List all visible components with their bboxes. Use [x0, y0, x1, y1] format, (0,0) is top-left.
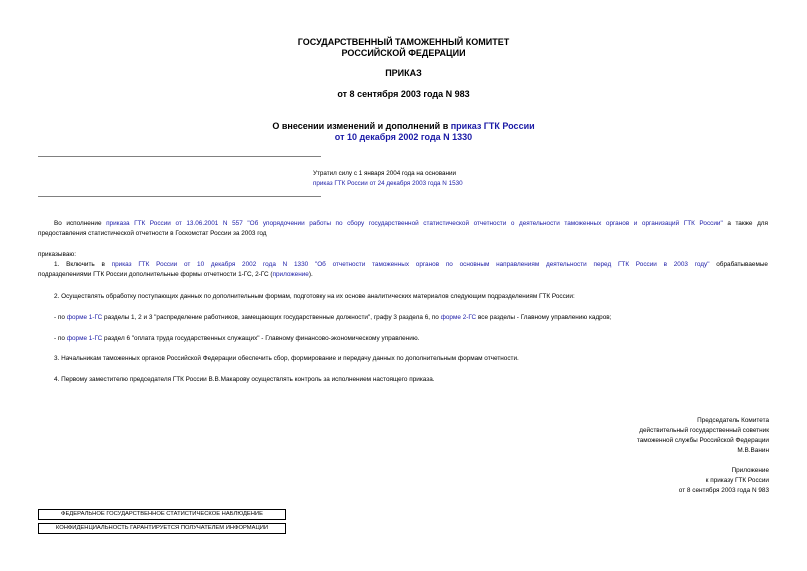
signature-name: М.В.Ванин — [737, 447, 769, 454]
doc-date: от 8 сентября 2003 года N 983 — [337, 89, 470, 99]
intro-paragraph-line2: предоставления статистической отчетности в Госкомстат России за 2003 год — [38, 230, 267, 237]
item-4: 4. Первому заместителю председателя ГТК России В.В.Макарову осуществлять контроль за исполнением настоящего приказа. — [54, 376, 435, 383]
appendix-ref: к приказу ГТК России — [705, 477, 769, 484]
appendix-link[interactable]: приложение — [272, 271, 309, 278]
confidentiality-box: КОНФИДЕНЦИАЛЬНОСТЬ ГАРАНТИРУЕТСЯ ПОЛУЧАТЕЛЕМ ИНФОРМАЦИИ — [38, 523, 286, 534]
intro-pre: Во исполнение — [54, 220, 107, 227]
intro-paragraph-line1 — [38, 219, 768, 228]
order-1330-link[interactable]: приказ ГТК России от 10 декабря 2002 года N 1330 "Об отчетности таможенных органов по основным направлениям деятельности перед ГТК России в 2003 году" — [111, 261, 710, 268]
bullet-2 — [54, 334, 768, 343]
item-3: 3. Начальникам таможенных органов Российской Федерации обеспечить сбор, формирование и передачу данных по дополнительным формам отчетности. — [54, 355, 519, 362]
intro-post: а также для — [722, 220, 768, 227]
org-name-line1: ГОСУДАРСТВЕННЫЙ ТАМОЖЕННЫЙ КОМИТЕТ — [297, 37, 510, 47]
federal-observation-box: ФЕДЕРАЛЬНОЕ ГОСУДАРСТВЕННОЕ СТАТИСТИЧЕСКОЕ НАБЛЮДЕНИЕ — [38, 509, 286, 520]
item-1-pre: 1. Включить в — [54, 261, 112, 268]
subject-order-date-link[interactable]: от 10 декабря 2002 года N 1330 — [334, 132, 473, 142]
appendix-block — [679, 466, 769, 496]
signature-rank: действительный государственный советник — [639, 427, 769, 434]
bullet-1-mid: разделы 1, 2 и 3 "распределение работников, замещающих государственные должности", графу 3 раздела 6, по — [102, 314, 441, 321]
bullet-1 — [54, 313, 768, 322]
item-1-line2 — [38, 270, 768, 279]
doc-type-title: ПРИКАЗ — [385, 68, 422, 78]
form-2gs-link[interactable]: форме 2-ГС — [440, 314, 477, 321]
bullet-2-pre: - по — [54, 335, 67, 342]
org-name-line2: РОССИЙСКОЙ ФЕДЕРАЦИИ — [341, 48, 466, 58]
bullet-1-pre: - по — [54, 314, 67, 321]
divider-top — [38, 156, 321, 157]
signature-block — [637, 416, 769, 456]
doc-subject-line1 — [0, 121, 807, 132]
appendix-title: Приложение — [731, 467, 769, 474]
divider-bottom — [38, 196, 321, 197]
bullet-2-post: раздел 6 "оплата труда государственных служащих" - Главному финансово-экономическому управлению. — [102, 335, 420, 342]
item-1-line2-pre: подразделениями ГТК России дополнительные формы отчетности 1-ГС, 2-ГС ( — [38, 271, 273, 278]
form-1gs-link[interactable]: форме 1-ГС — [66, 314, 103, 321]
item-1-post: обрабатываемые — [709, 261, 768, 268]
order-word: приказываю: — [38, 251, 76, 258]
item-1-line2-post: ). — [308, 271, 313, 278]
bullet-1-post: все разделы - Главному управлению кадров; — [476, 314, 612, 321]
basis-order-link[interactable]: приказ ГТК России от 24 декабря 2003 года N 1530 — [313, 180, 463, 187]
signature-service: таможенной службы Российской Федерации — [636, 437, 769, 444]
item-2: 2. Осуществлять обработку поступающих данных по дополнительным формам, подготовку на их основе аналитических материалов следующим подразделениям ГТК России: — [54, 293, 575, 300]
doc-subject-prefix: О внесении изменений и дополнений в — [272, 121, 451, 131]
subject-order-link[interactable]: приказ ГТК России — [450, 121, 535, 131]
item-1-line1 — [38, 260, 768, 269]
form-1gs-link-2[interactable]: форме 1-ГС — [66, 335, 103, 342]
signature-title: Председатель Комитета — [697, 417, 769, 424]
appendix-date: от 8 сентября 2003 года N 983 — [678, 487, 769, 494]
order-557-link[interactable]: приказа ГТК России от 13.06.2001 N 557 "Об упорядочении работы по сбору государственной статистической отчетности о деятельности таможенных органов и организаций ГТК России" — [106, 220, 723, 227]
lost-force-note: Утратил силу с 1 января 2004 года на основании — [313, 170, 457, 177]
